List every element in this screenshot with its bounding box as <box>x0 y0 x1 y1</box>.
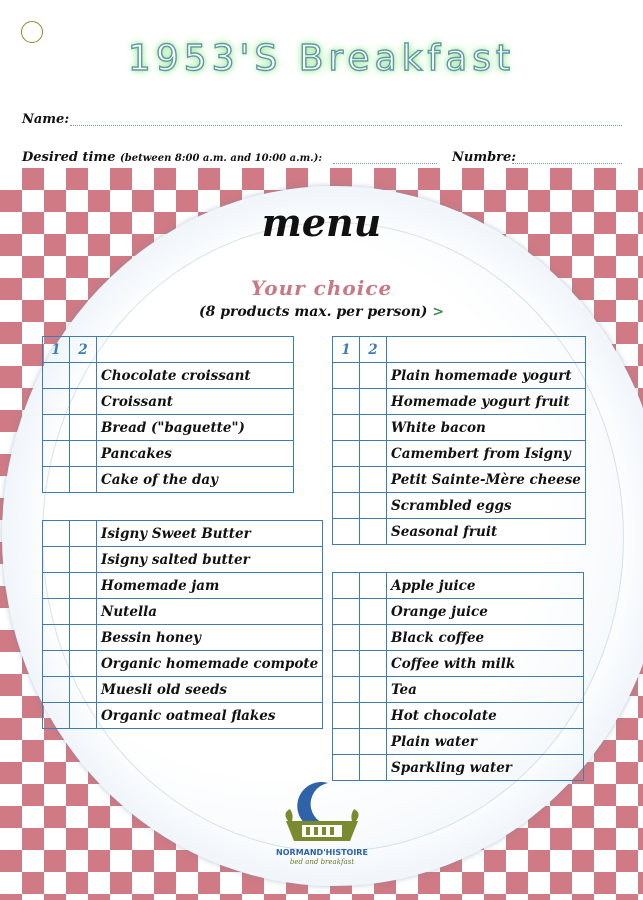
menu-item-row <box>333 493 586 519</box>
menu-item-row <box>43 467 294 493</box>
menu-item-row <box>43 547 323 573</box>
checkbox-person-2[interactable] <box>360 729 387 755</box>
checkbox-person-2[interactable] <box>70 441 97 467</box>
menu-item-row <box>333 573 584 599</box>
table-header-row <box>333 337 586 363</box>
menu-item-row <box>333 415 586 441</box>
menu-item-row <box>333 519 586 545</box>
menu-item-label: Homemade jam <box>97 573 323 599</box>
menu-item-row <box>333 599 584 625</box>
menu-item-row <box>333 703 584 729</box>
menu-item-label: Plain water <box>387 729 584 755</box>
checkbox-person-1[interactable] <box>333 703 360 729</box>
time-label: Desired time <box>22 150 116 165</box>
name-label: Name: <box>22 112 70 127</box>
menu-item-label: Hot chocolate <box>387 703 584 729</box>
time-note: (between 8:00 a.m. and 10:00 a.m.): <box>120 153 323 164</box>
checkbox-person-1[interactable] <box>43 363 70 389</box>
checkbox-person-2[interactable] <box>70 651 97 677</box>
left-menu-table-2 <box>42 520 323 729</box>
menu-item-label: Chocolate croissant <box>97 363 294 389</box>
checkbox-person-1[interactable] <box>333 677 360 703</box>
menu-item-label: Coffee with milk <box>387 651 584 677</box>
checkbox-person-2[interactable] <box>360 363 387 389</box>
checkbox-person-1[interactable] <box>43 389 70 415</box>
checkbox-person-1[interactable] <box>333 467 360 493</box>
checkbox-person-2[interactable] <box>360 677 387 703</box>
menu-item-label: Bread ("baguette") <box>97 415 294 441</box>
logo-name: NORMAND'HISTOIRE <box>276 848 368 857</box>
menu-item-label: Sparkling water <box>387 755 584 781</box>
time-field[interactable] <box>333 163 437 164</box>
menu-item-label: Cake of the day <box>97 467 294 493</box>
item-header <box>387 337 586 363</box>
menu-item-label: Isigny Sweet Butter <box>97 521 323 547</box>
menu-item-label: Camembert from Isigny <box>387 441 586 467</box>
checkbox-person-1[interactable] <box>43 677 70 703</box>
checkbox-person-1[interactable] <box>43 651 70 677</box>
checkbox-person-2[interactable] <box>360 389 387 415</box>
right-menu-table-2 <box>332 572 584 781</box>
menu-item-row <box>43 625 323 651</box>
column-1-header: 1 <box>333 337 360 363</box>
menu-item-row <box>43 441 294 467</box>
menu-item-row <box>43 415 294 441</box>
table-header-row <box>43 337 294 363</box>
checkbox-person-2[interactable] <box>70 547 97 573</box>
checkbox-person-1[interactable] <box>43 467 70 493</box>
menu-item-label: Homemade yogurt fruit <box>387 389 586 415</box>
menu-item-row <box>43 573 323 599</box>
checkbox-person-2[interactable] <box>360 573 387 599</box>
logo-tagline: bed and breakfast <box>289 858 355 866</box>
menu-item-row <box>43 677 323 703</box>
number-field[interactable] <box>512 163 622 164</box>
checkbox-person-1[interactable] <box>333 599 360 625</box>
checkbox-person-1[interactable] <box>43 599 70 625</box>
checkbox-person-1[interactable] <box>333 441 360 467</box>
checkbox-person-1[interactable] <box>43 415 70 441</box>
checkbox-person-1[interactable] <box>333 389 360 415</box>
menu-item-label: Pancakes <box>97 441 294 467</box>
checkbox-person-2[interactable] <box>360 467 387 493</box>
checkbox-person-2[interactable] <box>70 521 97 547</box>
right-menu-table-1 <box>332 336 586 545</box>
menu-item-label: Orange juice <box>387 599 584 625</box>
checkbox-person-1[interactable] <box>43 547 70 573</box>
checkbox-person-2[interactable] <box>70 389 97 415</box>
checkbox-person-2[interactable] <box>70 625 97 651</box>
checkbox-person-1[interactable] <box>43 521 70 547</box>
menu-item-row <box>333 625 584 651</box>
menu-item-row <box>333 729 584 755</box>
checkbox-person-2[interactable] <box>70 415 97 441</box>
checkbox-person-2[interactable] <box>360 651 387 677</box>
column-2-header: 2 <box>70 337 97 363</box>
menu-item-row <box>333 467 586 493</box>
checkbox-person-2[interactable] <box>70 573 97 599</box>
menu-item-row <box>333 677 584 703</box>
menu-item-row <box>43 521 323 547</box>
checkbox-person-2[interactable] <box>70 599 97 625</box>
menu-item-row <box>333 441 586 467</box>
menu-item-label: Tea <box>387 677 584 703</box>
checkbox-person-1[interactable] <box>43 625 70 651</box>
checkbox-person-2[interactable] <box>360 599 387 625</box>
choice-subtitle: (8 products max. per person) <box>198 304 428 320</box>
menu-item-label: Nutella <box>97 599 323 625</box>
checkbox-person-2[interactable] <box>70 363 97 389</box>
column-2-header: 2 <box>360 337 387 363</box>
checkbox-person-2[interactable] <box>360 703 387 729</box>
page-title: 1953'S Breakfast <box>127 38 516 79</box>
column-1-header: 1 <box>43 337 70 363</box>
menu-item-label: Organic homemade compote <box>97 651 323 677</box>
checkbox-person-1[interactable] <box>43 441 70 467</box>
menu-item-row <box>43 389 294 415</box>
time-label-row <box>22 150 322 165</box>
menu-item-label: Isigny salted butter <box>97 547 323 573</box>
menu-item-row <box>43 599 323 625</box>
menu-item-label: Apple juice <box>387 573 584 599</box>
checkbox-person-2[interactable] <box>70 703 97 729</box>
item-header <box>97 337 294 363</box>
checkbox-person-2[interactable] <box>360 415 387 441</box>
checkbox-person-1[interactable] <box>333 573 360 599</box>
menu-item-label: Organic oatmeal flakes <box>97 703 323 729</box>
menu-title: menu <box>261 200 382 245</box>
checkbox-person-1[interactable] <box>333 729 360 755</box>
checkbox-person-1[interactable] <box>333 363 360 389</box>
choice-subtitle-row <box>0 304 643 320</box>
menu-item-row <box>333 651 584 677</box>
left-menu-table-1 <box>42 336 294 493</box>
menu-item-label: Petit Sainte-Mère cheese <box>387 467 586 493</box>
checkbox-person-2[interactable] <box>360 625 387 651</box>
menu-item-label: Seasonal fruit <box>387 519 586 545</box>
menu-item-label: Muesli old seeds <box>97 677 323 703</box>
checkbox-person-1[interactable] <box>333 625 360 651</box>
name-field[interactable] <box>70 125 622 126</box>
arrow-icon: > <box>432 304 445 320</box>
menu-item-label: Bessin honey <box>97 625 323 651</box>
menu-item-row <box>333 389 586 415</box>
menu-item-row <box>43 703 323 729</box>
checkbox-person-2[interactable] <box>360 493 387 519</box>
menu-item-label: Scrambled eggs <box>387 493 586 519</box>
checkbox-person-2[interactable] <box>360 519 387 545</box>
menu-item-row <box>43 363 294 389</box>
checkbox-person-1[interactable] <box>43 703 70 729</box>
choice-title: Your choice <box>250 276 393 300</box>
checkbox-person-2[interactable] <box>70 677 97 703</box>
checkbox-person-2[interactable] <box>70 467 97 493</box>
menu-item-row <box>43 651 323 677</box>
checkbox-person-1[interactable] <box>333 493 360 519</box>
menu-item-label: White bacon <box>387 415 586 441</box>
checkbox-person-2[interactable] <box>360 441 387 467</box>
menu-item-label: Croissant <box>97 389 294 415</box>
menu-item-label: Black coffee <box>387 625 584 651</box>
checkbox-person-1[interactable] <box>333 415 360 441</box>
checkbox-person-1[interactable] <box>333 651 360 677</box>
menu-item-label: Plain homemade yogurt <box>387 363 586 389</box>
menu-item-row <box>333 363 586 389</box>
checkbox-person-1[interactable] <box>43 573 70 599</box>
number-label: Numbre: <box>452 150 517 165</box>
checkbox-person-1[interactable] <box>333 519 360 545</box>
